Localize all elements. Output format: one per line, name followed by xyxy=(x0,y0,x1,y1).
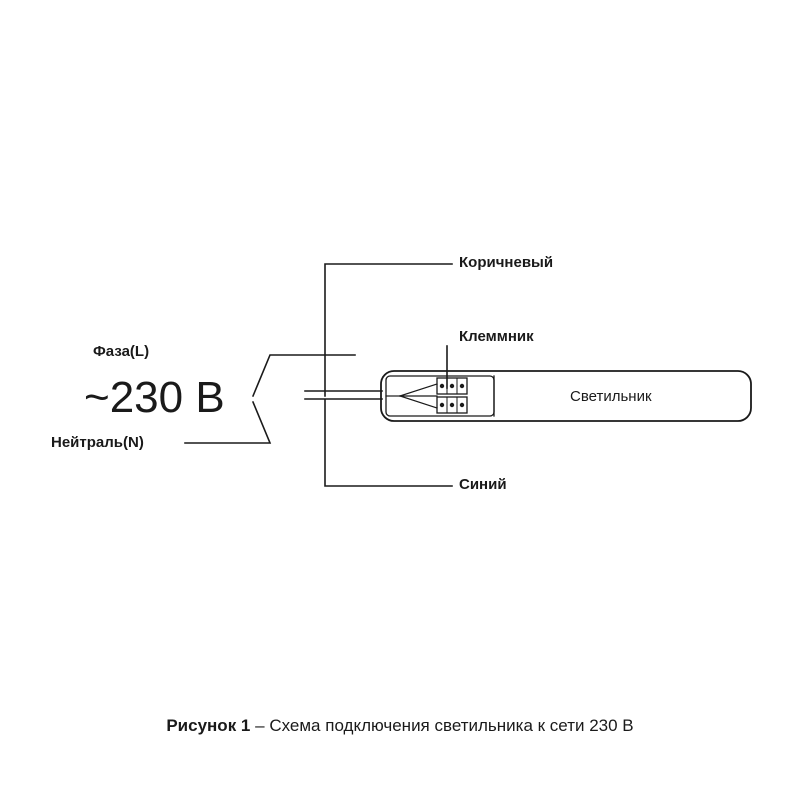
terminal-screw-1 xyxy=(440,384,444,388)
label-terminal-block: Клеммник xyxy=(459,328,534,345)
label-fixture: Светильник xyxy=(570,388,652,405)
figure-caption-dash: – xyxy=(255,716,265,735)
label-blue-wire: Синий xyxy=(459,476,507,493)
terminal-screw-2 xyxy=(450,384,454,388)
label-brown-wire: Коричневый xyxy=(459,254,554,271)
blue-leader-line xyxy=(325,400,452,486)
label-phase: Фаза(L) xyxy=(93,343,150,360)
terminal-screw-3 xyxy=(460,384,464,388)
figure-caption-text: Схема подключения светильника к сети 230 В xyxy=(269,716,634,735)
internal-wire-upper xyxy=(400,384,437,396)
internal-wire-lower xyxy=(400,396,437,408)
phase-leader-line xyxy=(253,355,355,396)
figure-caption xyxy=(0,716,800,736)
label-voltage: ~230 В xyxy=(84,373,225,422)
label-neutral: Нейтраль(N) xyxy=(51,434,144,451)
figure-caption-number: Рисунок 1 xyxy=(166,716,251,735)
terminal-screw-5 xyxy=(450,403,454,407)
terminal-screw-6 xyxy=(460,403,464,407)
terminal-screw-4 xyxy=(440,403,444,407)
